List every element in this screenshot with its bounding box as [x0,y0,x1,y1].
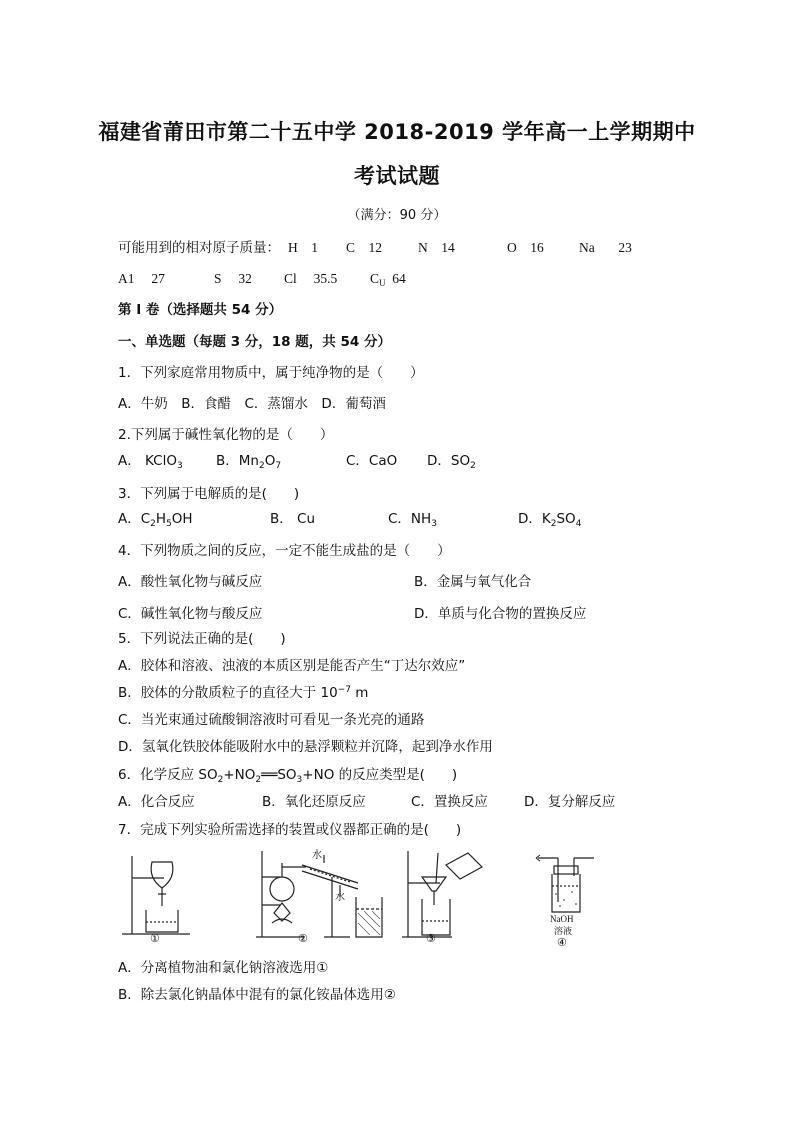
fig-label-2: ② [298,933,308,945]
atomic-mass-cu: $C_U$ 64 [370,271,406,288]
q3-option-b: B． Cu [270,511,316,527]
atomic-mass-c: C 12 [346,240,383,255]
q2-option-a: A． KClO$_3$ [118,453,183,471]
atomic-mass-cl: Cl 35.5 [284,271,338,286]
q6-stem: 6．化学反应 $SO_2+NO_2══SO_3+NO$ 的反应类型是( ) [118,767,458,785]
q6-option-c: C．置换反应 [411,794,488,810]
q6-option-d: D．复分解反应 [524,794,616,810]
q1-options: A．牛奶 B．食醋 C．蒸馏水 D．葡萄酒 [118,396,386,412]
q1-stem: 1．下列家庭常用物质中，属于纯净物的是（ ） [118,365,424,381]
water-outlet-label: 水 [335,892,345,903]
q2-option-d: D．$SO_2$ [427,453,476,471]
q2-option-b: B．$Mn_2O_7$ [216,453,282,471]
atomic-mass-na: Na 23 [579,240,632,255]
apparatus-gas-washing-bottle [534,850,598,916]
apparatus-filtration [400,843,486,948]
atomic-mass-o: O 16 [507,240,544,255]
q3-stem: 3．下列属于电解质的是( ) [118,486,300,502]
q7-option-a: A．分离植物油和氯化钠溶液选用① [118,960,329,976]
q5-stem: 5．下列说法正确的是( ) [118,631,286,647]
atomic-mass-al: A1 27 [118,271,165,286]
exam-title-line1: 福建省莆田市第二十五中学 2018-2019 学年高一上学期期中 [98,120,696,144]
q4-option-c: C．碱性氧化物与酸反应 [118,606,263,622]
q6-option-b: B．氧化还原反应 [262,794,366,810]
naoh-label-line1: NaOH [550,914,574,924]
q3-option-d: D．$K_2SO_4$ [518,511,582,529]
q5-option-b: B．胶体的分散质粒子的直径大于 $10^{-7}$ m [118,685,369,701]
fig-label-1: ① [150,933,160,945]
water-inlet-label: 水 [312,850,322,861]
q7-stem: 7．完成下列实验所需选择的装置或仪器都正确的是( ) [118,822,462,838]
atomic-mass-intro: 可能用到的相对原子质量： [118,240,280,256]
q4-option-d: D．单质与化合物的置换反应 [414,606,587,622]
q3-option-a: A．$C_2H_5OH$ [118,511,193,529]
q4-option-a: A．酸性氧化物与碱反应 [118,574,263,590]
fig-label-4: ④ [557,937,567,949]
q5-option-d: D．氢氧化铁胶体能吸附水中的悬浮颗粒并沉降，起到净水作用 [118,739,493,755]
q5-option-c: C．当光束通过硫酸铜溶液时可看见一条光亮的通路 [118,712,425,728]
q2-option-c: C．CaO [346,453,398,469]
atomic-mass-h: H 1 [288,240,318,255]
q5-option-a: A．胶体和溶液、浊液的本质区别是能否产生“丁达尔效应” [118,658,466,674]
exam-title-line2: 考试试题 [354,164,440,188]
q4-option-b: B．金属与氧气化合 [414,574,532,590]
fig-label-3: ③ [426,933,436,945]
part-title: 第 I 卷（选择题共 54 分） [118,302,283,318]
naoh-label-line2: 溶液 [554,927,573,937]
q3-option-c: C．$NH_3$ [388,511,437,529]
apparatus-distillation [254,843,390,948]
full-score: （满分：90 分） [347,208,447,223]
atomic-mass-n: N 14 [418,240,455,255]
q7-option-b: B．除去氯化钠晶体中混有的氯化铵晶体选用② [118,987,396,1003]
atomic-mass-s: S 32 [214,271,252,286]
q4-stem: 4．下列物质之间的反应，一定不能生成盐的是（ ） [118,543,451,559]
section-heading: 一、单选题（每题 3 分，18 题，共 54 分） [118,334,391,350]
q2-stem: 2.下列属于碱性氧化物的是（ ） [118,427,334,443]
q6-option-a: A．化合反应 [118,794,195,810]
